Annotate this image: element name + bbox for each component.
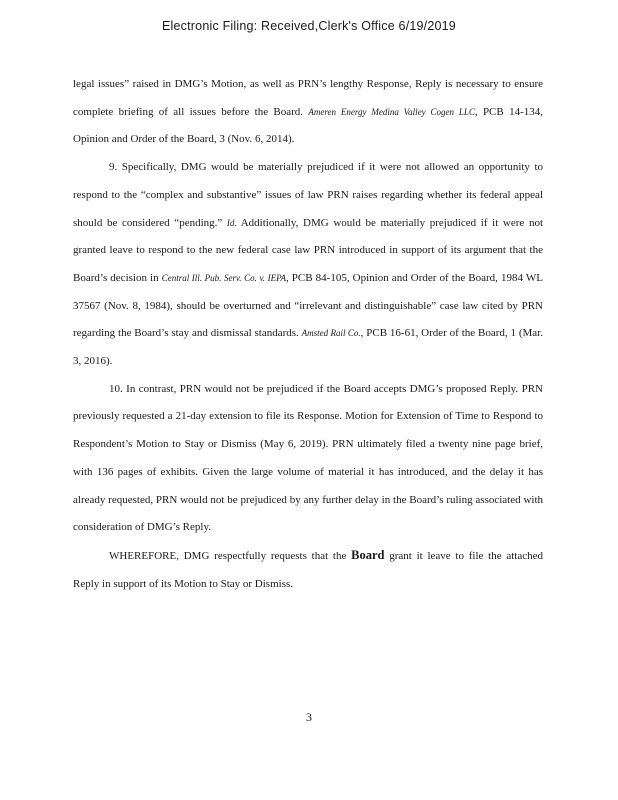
paragraph-10: [73, 376, 543, 542]
paragraph-text: , PCB 14-134, Opinion and Order of the Board, 3 (Nov. 6, 2014).: [73, 105, 543, 146]
paragraph-text: Additionally, DMG would be materially prejudiced if it were not granted leave to respond to the new federal case law PRN introduced in support of its argument that the Board’s decision in: [73, 216, 544, 284]
filing-header: Electronic Filing: Received,Clerk's Office 6/19/2019: [162, 19, 456, 33]
paragraph-text: WHEREFORE, DMG respectfully requests that the: [109, 549, 352, 562]
paragraph-text: legal issues” raised in DMG’s Motion, as well as PRN’s lengthy Response, Reply is necessary to ensure complete briefing of all issues before the Board.: [73, 78, 543, 118]
paragraph-9: [73, 154, 543, 376]
paragraph-text: 10. In contrast, PRN would not be prejudiced if the Board accepts DMG’s proposed Reply. PRN previously requested a 21-day extension to file its Response. Motion for Extension of Time to Respond to Respondent’s Motion to Stay or Dismiss (May 6, 2019). PRN ultimately filed a twenty nine page brief, with 136 pages of exhibits. Given the large volume of material it has introduced, and the delay it has already requested, PRN would not be prejudiced by any further delay in the Board’s ruling associated with consideration of DMG’s Reply.: [73, 382, 543, 534]
board-word: Board: [351, 547, 385, 562]
paragraph-text: , PCB 84-105, Opinion and Order of the Board, 1984 WL 37567 (Nov. 8, 1984), should be overturned and “irrelevant and distinguishable” case law cited by PRN regarding the Board’s stay and dismissal standards.: [73, 271, 543, 340]
case-citation: Ameren Energy Medina Valley Cogen LLC: [308, 106, 475, 117]
document-body: [73, 71, 543, 598]
page-number: 3: [306, 710, 312, 724]
paragraph-text: 9. Specifically, DMG would be materially prejudiced if it were not allowed an opportunity to respond to the “complex and substantive” issues of law PRN raises regarding whether its federal appeal should be considered “pending.”: [73, 161, 543, 229]
case-citation: Central Ill. Pub. Serv. Co. v. IEPA: [161, 272, 286, 283]
case-citation: Id.: [226, 217, 237, 228]
paragraph-wherefore: [73, 542, 543, 598]
paragraph-continuation: [73, 71, 543, 154]
paragraph-text: grant it leave to file the attached Reply in support of its Motion to Stay or Dismiss.: [73, 549, 543, 590]
case-citation: Amsted Rail Co.: [301, 328, 361, 339]
paragraph-text: , PCB 16-61, Order of the Board, 1 (Mar. 3, 2016).: [73, 327, 543, 368]
